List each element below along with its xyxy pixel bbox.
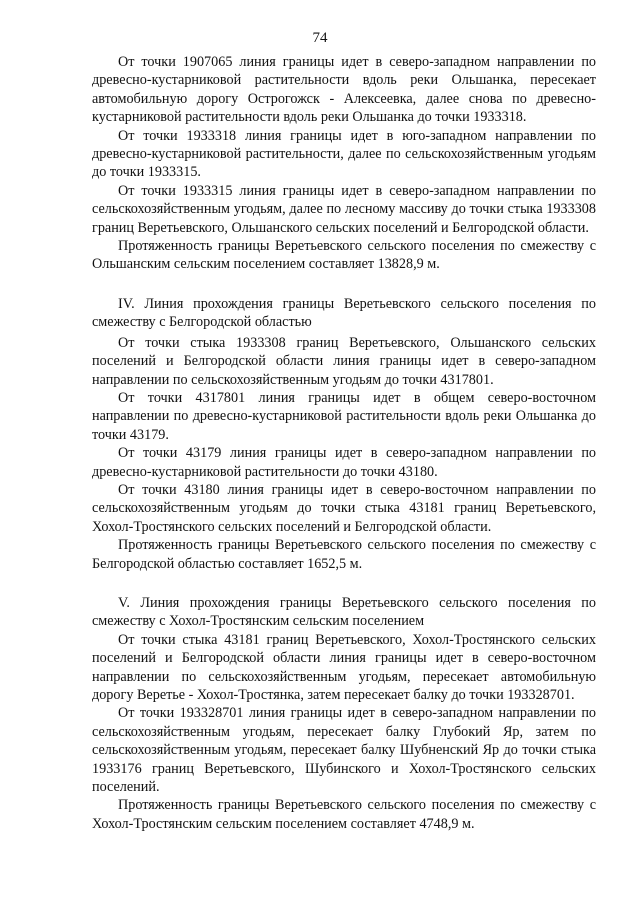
boundary-paragraph: От точки 1907065 линия границы идет в северо-западном направлении по древесно-кустарниковой растительности вдоль реки Ольшанка, пересекает автомобильную дорогу Острогожск - Алексеевка, далее снова по древесно-кустарниковой растительности вдоль реки Ольшанка до точки 1933318. xyxy=(92,54,596,126)
section-heading-v: V. Линия прохождения границы Веретьевского сельского поселения по смежеству с Хохол-Тростянским сельским поселением xyxy=(92,594,596,630)
boundary-paragraph: От точки 1933315 линия границы идет в северо-западном направлении по сельскохозяйственным угодьям, далее по лесному массиву до точки стыка 1933308 границ Веретьевского, Ольшанского сельских поселений и Белгородской области. xyxy=(92,182,596,236)
page-number: 74 xyxy=(312,30,328,46)
section-heading-iv: IV. Линия прохождения границы Веретьевского сельского поселения по смежеству с Белгородской областью xyxy=(92,295,596,331)
boundary-paragraph: От точки 43180 линия границы идет в северо-восточном направлении по сельскохозяйственным угодьям до точки стыка 43181 границ Веретьевского, Хохол-Тростянского сельских поселений и Белгородской области. xyxy=(92,481,596,535)
document-body xyxy=(92,53,596,833)
length-summary-paragraph: Протяженность границы Веретьевского сельского поселения по смежеству с Белгородской областью составляет 1652,5 м. xyxy=(92,537,596,572)
boundary-paragraph: От точки 4317801 линия границы идет в общем северо-восточном направлении по древесно-кустарниковой растительности вдоль реки Ольшанка до точки 43179. xyxy=(92,389,596,443)
boundary-paragraph: От точки 1933318 линия границы идет в юго-западном направлении по древесно-кустарниковой растительности, далее по сельскохозяйственным угодьям до точки 1933315. xyxy=(92,127,596,181)
length-summary-paragraph: Протяженность границы Веретьевского сельского поселения по смежеству с Ольшанским сельским поселением составляет 13828,9 м. xyxy=(92,238,596,273)
boundary-paragraph: От точки стыка 43181 границ Веретьевского, Хохол-Тростянского сельских поселений и Белгородской области линия границы идет в северо-восточном направлении по сельскохозяйственным угодьям, пересекает автомобильную дорогу Веретье - Хохол-Тростянка, затем пересекает балку до точки 193328701. xyxy=(92,631,596,703)
boundary-paragraph: От точки 43179 линия границы идет в северо-западном направлении по древесно-кустарниковой растительности до точки 43180. xyxy=(92,445,596,480)
length-summary-paragraph: Протяженность границы Веретьевского сельского поселения по смежеству с Хохол-Тростянским сельским поселением составляет 4748,9 м. xyxy=(92,797,596,832)
boundary-paragraph: От точки стыка 1933308 границ Веретьевского, Ольшанского сельских поселений и Белгородской области линия границы идет в северо-западном направлении по сельскохозяйственным угодьям до точки 4317801. xyxy=(92,334,596,388)
section-spacer xyxy=(92,573,596,594)
boundary-paragraph: От точки 193328701 линия границы идет в северо-западном направлении по сельскохозяйственным угодьям, пересекает балку Глубокий Яр, затем по сельскохозяйственным угодьям, пересекает балку Шубненский Яр до точки стыка 1933176 границ Веретьевского, Шубинского и Хохол-Тростянского сельских поселений. xyxy=(92,705,596,796)
section-spacer xyxy=(92,274,596,295)
